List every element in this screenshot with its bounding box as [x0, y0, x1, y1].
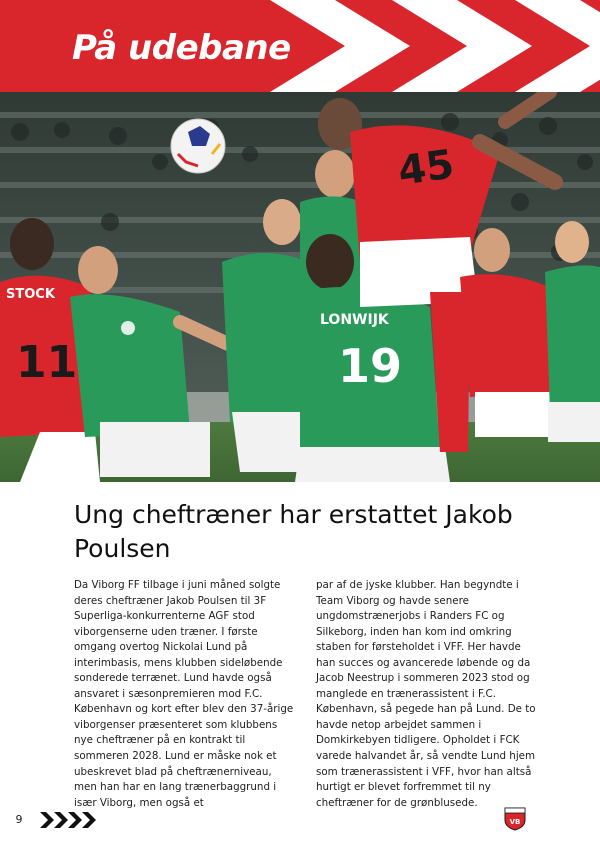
- sponsor-text: STOCK: [6, 287, 55, 302]
- article-column-left: Da Viborg FF tilbage i juni måned solgte deres cheftræner Jakob Poulsen til 3F Superliga-konkurrenterne AGF stod viborgenserne uden træner. I første omgang overtog Nickolai Lund på interimbasis, mens klubben sideløbende sonderede terrænet. Lund havde også ansvaret i sæsonpremieren mod F.C. København og kort efter blev den 37-årige viborgenser præsenteret som klubbens nye cheftræner på en kontrakt til sommeren 2028. Lund er måske nok et ubeskrevet blad på cheftrænerniveau, men han har en lang trænerbaggrund i især Viborg, men også et: [74, 579, 294, 809]
- shirt-number-11: 11: [16, 337, 78, 388]
- article-headline: Ung cheftræner har erstattet Jakob Poulsen: [74, 500, 513, 563]
- shirt-number-19: 19: [338, 339, 403, 393]
- section-title: På udebane: [72, 28, 291, 68]
- article-column-right: par af de jyske klubber. Han begyndte i Team Viborg og havde senere ungdomstrænerjobs i Randers FC og Silkeborg, inden han kom ind omkring staben for førsteholdet i VFF. Her havde han succes og avancerede løbende og da Jacob Neestrup i sommeren 2023 stod og manglede en trænerassistent i F.C. København, så pegede han på Lund. De to havde netop arbejdet sammen i Domkirkebyen tidligere. Opholdet i FCK varede halvandet år, så vendte Lund hjem som trænerassistent i VFF, hvor han altså hurtigt er blevet forfremmet til ny cheftræner for de grønblusede.: [316, 579, 536, 809]
- match-photo: [0, 92, 600, 482]
- shirt-name-lonwijk: LONWIJK: [320, 312, 389, 328]
- shirt-number-45: 45: [395, 141, 457, 195]
- page-header: [0, 0, 600, 92]
- viborg-logo: [504, 807, 526, 831]
- chevron-arrows-icon: [40, 810, 100, 830]
- page-number: 9: [15, 813, 23, 826]
- football: [171, 119, 225, 173]
- logo-letters: VB: [509, 818, 521, 826]
